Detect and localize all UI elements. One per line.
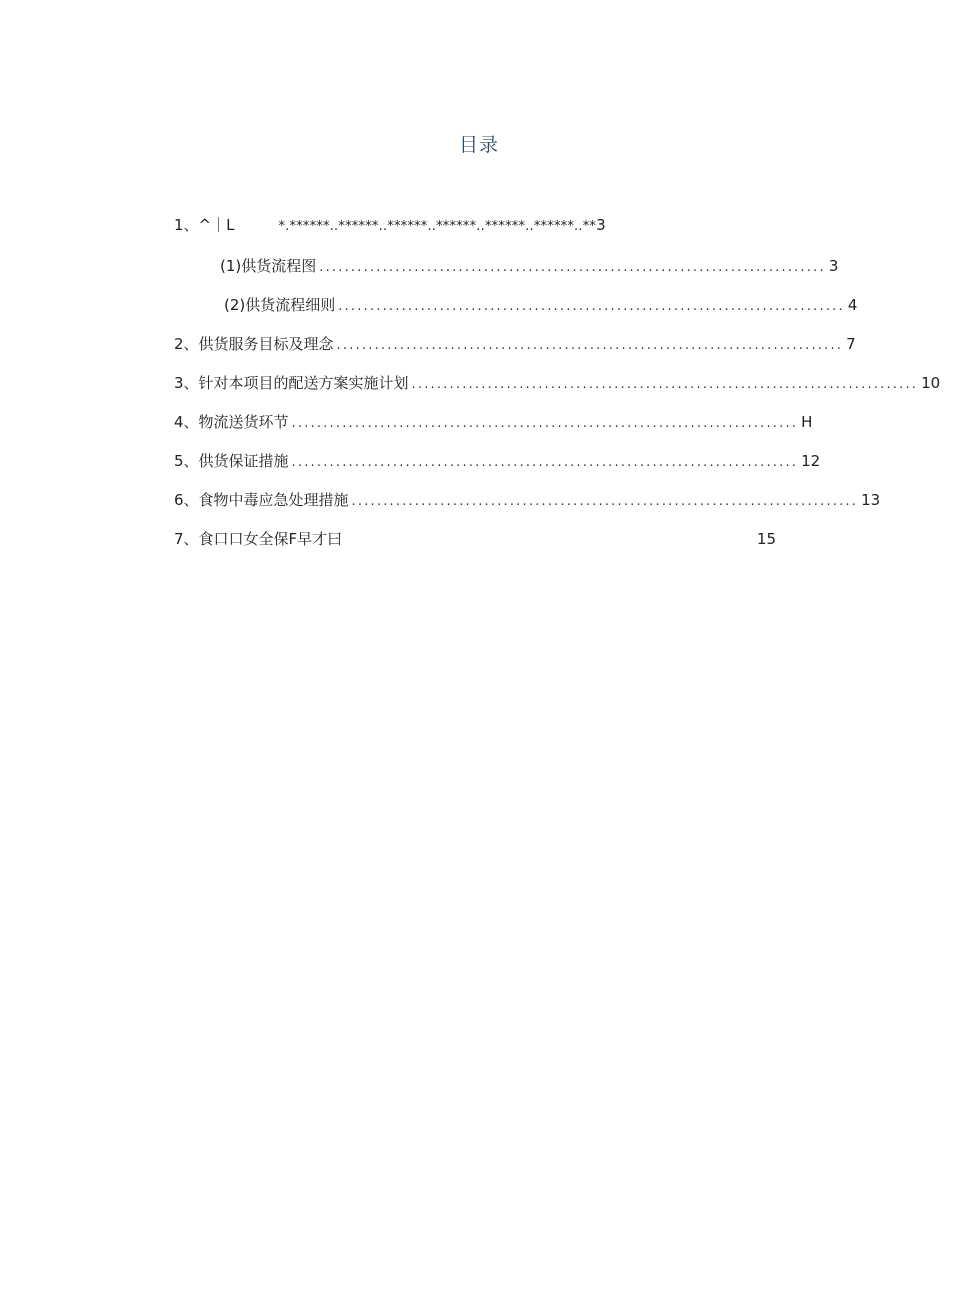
toc-entry-label: (1)供货流程图 <box>220 257 317 275</box>
toc-entry-label: 2、供货服务目标及理念 <box>174 335 334 353</box>
toc-dot-leader: ................................................................................ <box>338 299 845 314</box>
toc-entry-label: (2)供货流程细则 <box>224 296 336 314</box>
toc-entry-label: 7、食口口女全保F早才曰 <box>174 530 343 548</box>
toc-entry-1-1[interactable] <box>220 255 839 277</box>
toc-entry-page: 13 <box>861 491 881 509</box>
toc-entry-label: 4、物流送货环节 <box>174 413 289 431</box>
toc-entry-3[interactable] <box>174 372 941 394</box>
toc-entry-1[interactable] <box>174 214 776 236</box>
toc-entry-6[interactable] <box>174 489 881 511</box>
toc-entry-page: H <box>801 413 813 431</box>
toc-entry-label: 1、^｜L <box>174 216 235 234</box>
toc-entry-page: 12 <box>801 452 821 470</box>
toc-entry-page: 7 <box>846 335 856 353</box>
toc-entry-1-2[interactable] <box>224 294 858 316</box>
toc-entry-page: 4 <box>847 296 858 314</box>
toc-dot-leader: ................................................................................ <box>351 494 859 509</box>
page-title: 目录 <box>458 134 499 156</box>
toc-entry-label: 5、供货保证措施 <box>174 452 289 470</box>
toc-dot-leader: ................................................................................ <box>411 377 919 392</box>
toc-entry-7[interactable] <box>174 528 776 550</box>
toc-entry-5[interactable] <box>174 450 821 472</box>
toc-entry-page: 15 <box>756 530 776 548</box>
toc-entry-4[interactable] <box>174 411 813 433</box>
toc-entry-page: 3 <box>596 216 606 234</box>
toc-entry-leader: *.******..******..******..******..******..******..** <box>278 219 597 234</box>
toc-entry-page: 3 <box>828 257 839 275</box>
toc-entry-2[interactable] <box>174 333 856 355</box>
toc-entry-label: 6、食物中毒应急处理措施 <box>174 491 349 509</box>
toc-entry-label: 3、针对本项目的配送方案实施计划 <box>174 374 409 392</box>
toc-dot-leader: ................................................................................ <box>319 260 826 275</box>
toc-dot-leader: ................................................................................ <box>336 338 844 353</box>
toc-dot-leader: ................................................................................ <box>291 455 799 470</box>
toc-entry-page: 10 <box>921 374 941 392</box>
toc-dot-leader: ................................................................................ <box>291 416 799 431</box>
